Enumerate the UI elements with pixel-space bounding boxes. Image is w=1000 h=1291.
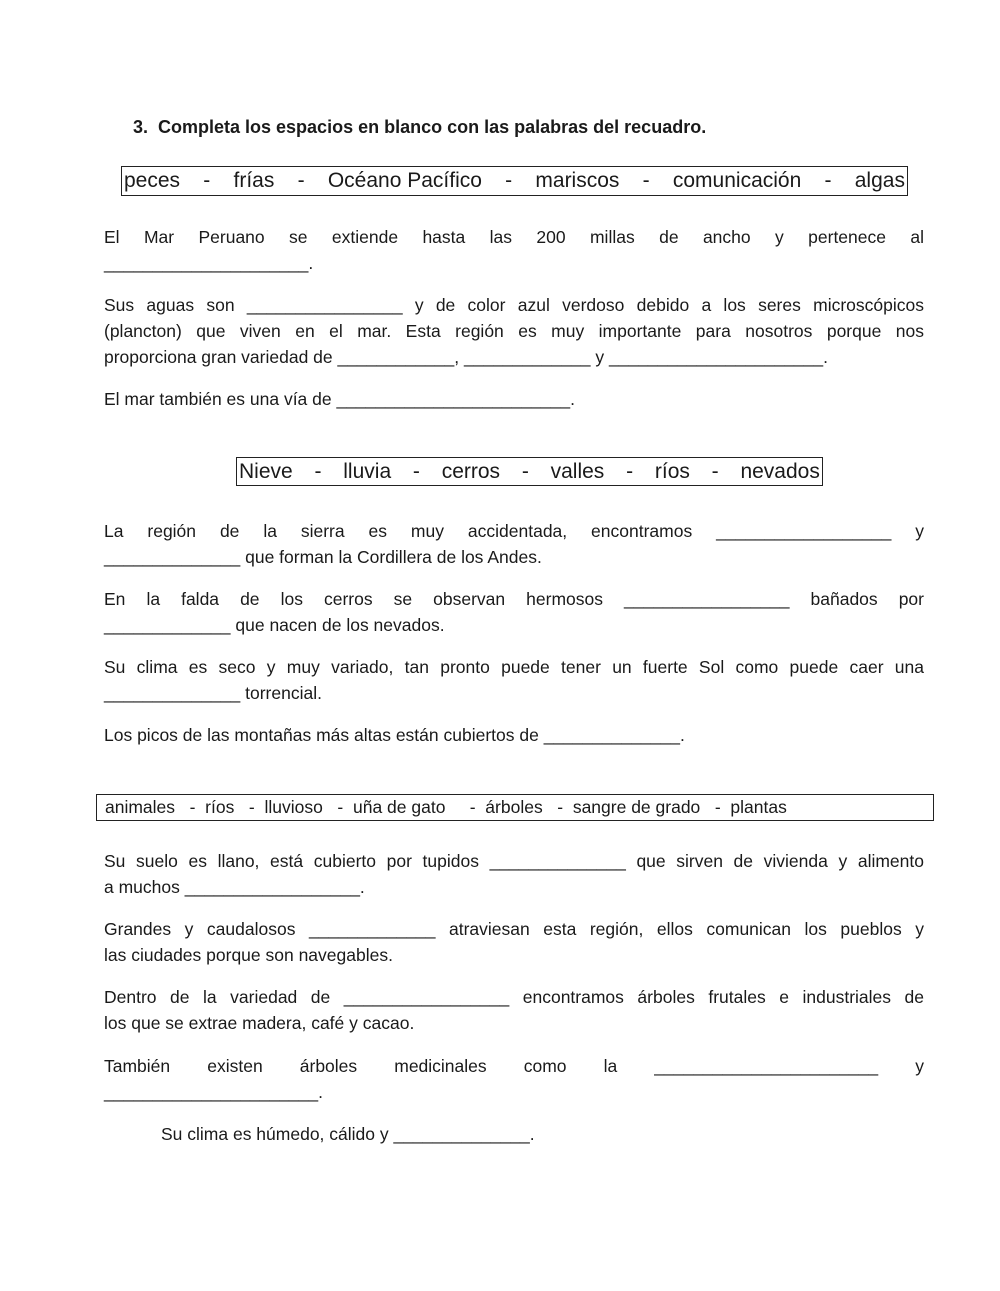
word-bank-item: lluvia: [343, 459, 392, 483]
text-line[interactable]: Su clima es húmedo, cálido y ______________.: [161, 1124, 535, 1144]
paragraph-sea-waters: [104, 292, 924, 370]
text-line[interactable]: Dentro de la variedad de _________________ encontramos árboles frutales e industriales de: [104, 987, 924, 1007]
paragraph-sea-extent: [104, 224, 924, 276]
paragraph-sierra-valleys: [104, 586, 924, 638]
word-separator: -: [314, 459, 322, 483]
text-line[interactable]: Sus aguas son ________________ y de color azul verdoso debido a los seres microscópicos: [104, 295, 924, 315]
word-bank-item: Nieve: [239, 459, 293, 483]
word-bank-item: frías: [233, 169, 275, 192]
text-line: las ciudades porque son navegables.: [104, 945, 393, 965]
word-separator: -: [412, 459, 420, 483]
word-bank-selva: [96, 794, 934, 821]
paragraph-sea-communication: [104, 386, 924, 412]
word-separator: -: [824, 169, 832, 192]
paragraph-sierra-relief: [104, 518, 924, 570]
text-line: (plancton) que viven en el mar. Esta región es muy importante para nosotros porque nos: [104, 321, 924, 341]
text-line[interactable]: Los picos de las montañas más altas están cubiertos de ______________.: [104, 725, 685, 745]
text-line: El Mar Peruano se extiende hasta las 200 millas de ancho y pertenece al: [104, 227, 924, 247]
word-bank-item: peces: [124, 169, 181, 192]
text-line[interactable]: ______________ torrencial.: [104, 683, 322, 703]
word-bank-sea: [121, 166, 908, 196]
instruction-title: 3. Completa los espacios en blanco con las palabras del recuadro.: [133, 117, 707, 137]
word-separator: -: [505, 169, 513, 192]
text-line[interactable]: Su suelo es llano, está cubierto por tupidos ______________ que sirven de vivienda y alimento: [104, 851, 924, 871]
text-line[interactable]: También existen árboles medicinales como la _______________________ y: [104, 1056, 924, 1076]
word-bank-item: Océano Pacífico: [327, 169, 482, 192]
text-line[interactable]: _____________ que nacen de los nevados.: [104, 615, 445, 635]
word-bank-sierra: [236, 457, 823, 486]
paragraph-selva-rivers: [104, 916, 924, 968]
word-bank-item: algas: [854, 169, 905, 192]
text-line[interactable]: En la falda de los cerros se observan hermosos _________________ bañados por: [104, 589, 924, 609]
word-bank-selva-text: animales - ríos - lluvioso - uña de gato - árboles - sangre de grado - plantas: [105, 797, 787, 817]
text-line[interactable]: ______________________.: [104, 1082, 323, 1102]
word-separator: -: [203, 169, 211, 192]
word-bank-item: cerros: [441, 459, 501, 483]
paragraph-sierra-peaks: [104, 722, 924, 748]
text-line[interactable]: proporciona gran variedad de ____________, _____________ y ______________________.: [104, 347, 828, 367]
word-bank-item: valles: [550, 459, 605, 483]
paragraph-selva-plants: [104, 984, 924, 1036]
text-line[interactable]: ______________ que forman la Cordillera de los Andes.: [104, 547, 542, 567]
word-separator: -: [642, 169, 650, 192]
text-line[interactable]: El mar también es una vía de ________________________.: [104, 389, 575, 409]
text-line: Su clima es seco y muy variado, tan pronto puede tener un fuerte Sol como puede caer una: [104, 657, 924, 677]
word-bank-item: mariscos: [535, 169, 620, 192]
paragraph-selva-medicinal: [104, 1053, 924, 1105]
blank-line[interactable]: _____________________.: [104, 253, 314, 273]
text-line[interactable]: a muchos __________________.: [104, 877, 365, 897]
text-line[interactable]: Grandes y caudalosos _____________ atraviesan esta región, ellos comunican los pueblos y: [104, 919, 924, 939]
word-bank-item: ríos: [654, 459, 690, 483]
word-bank-item: comunicación: [672, 169, 802, 192]
text-line: los que se extrae madera, café y cacao.: [104, 1013, 415, 1033]
text-line[interactable]: La región de la sierra es muy accidentada, encontramos __________________ y: [104, 521, 924, 541]
paragraph-sierra-climate: [104, 654, 924, 706]
word-bank-item: nevados: [740, 459, 820, 483]
word-separator: -: [626, 459, 634, 483]
word-separator: -: [297, 169, 305, 192]
paragraph-selva-climate: [161, 1121, 981, 1147]
word-separator: -: [711, 459, 719, 483]
word-separator: -: [521, 459, 529, 483]
paragraph-selva-soil: [104, 848, 924, 900]
